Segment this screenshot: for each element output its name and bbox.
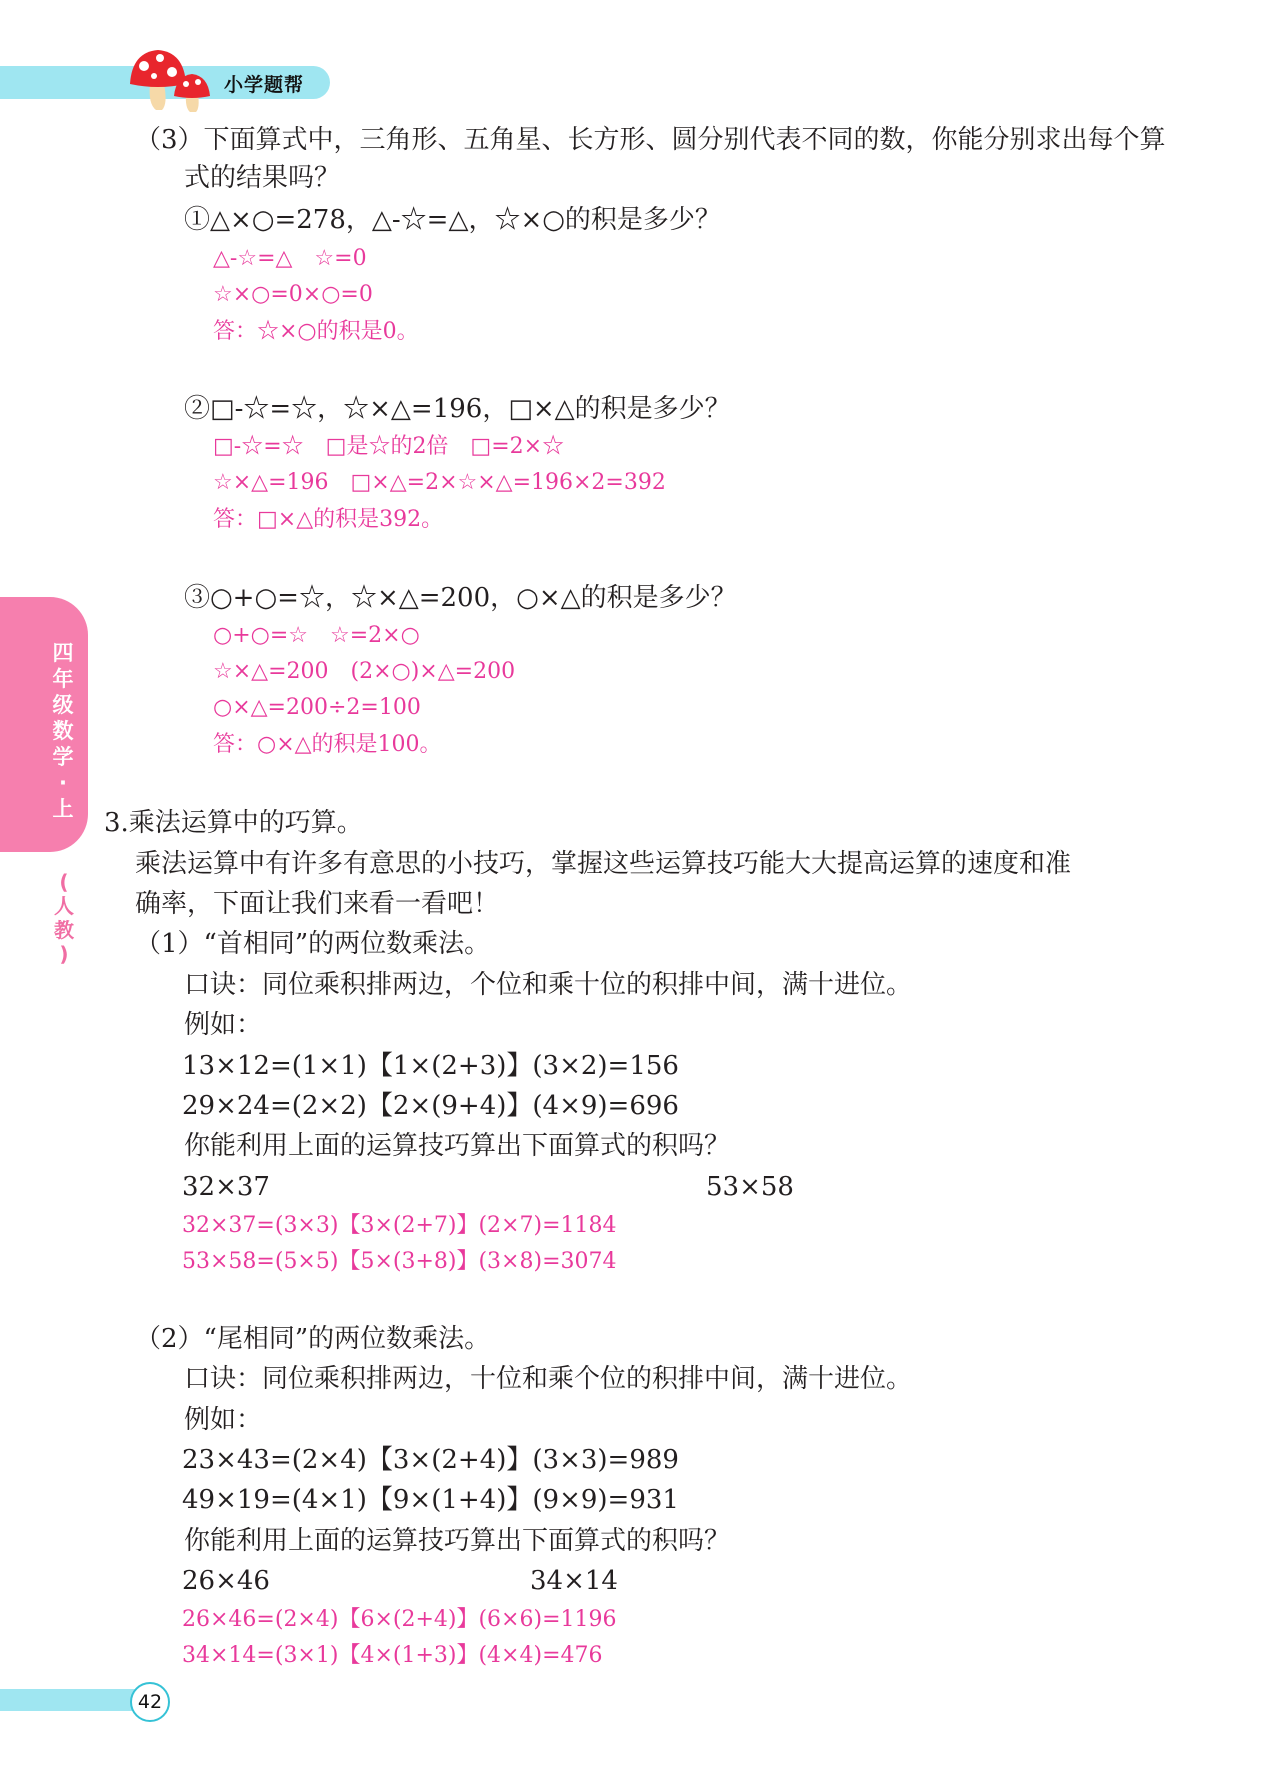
side-tab-char: 四 bbox=[52, 641, 74, 665]
side-tab-label bbox=[49, 640, 77, 822]
answer-line: 34×14=(3×1)【4×(1+3)】(4×4)=476 bbox=[182, 1643, 603, 1668]
part-2-problem: 34×14 bbox=[530, 1566, 618, 1596]
part-2-example-label: 例如： bbox=[184, 1405, 263, 1435]
part-2-example: 49×19=(4×1)【9×(1+4)】(9×9)=931 bbox=[182, 1485, 679, 1515]
part-1-example: 29×24=(2×2)【2×(9+4)】(4×9)=696 bbox=[182, 1091, 679, 1121]
edition-label bbox=[50, 870, 78, 966]
mushroom-logo-icon bbox=[128, 44, 218, 116]
part-2-prompt: 你能利用上面的运算技巧算出下面算式的积吗？ bbox=[184, 1526, 731, 1556]
part-1-problem: 32×37 bbox=[182, 1172, 270, 1202]
part-1-example: 13×12=(1×1)【1×(2+3)】(3×2)=156 bbox=[182, 1051, 679, 1081]
part-1-problem: 53×58 bbox=[706, 1172, 794, 1202]
header-title: 小学题帮 bbox=[224, 74, 305, 96]
part-2-rule: 口诀：同位乘积排两边，十位和乘个位的积排中间，满十进位。 bbox=[184, 1364, 913, 1394]
part-2-example: 23×43=(2×4)【3×(2+4)】(3×3)=989 bbox=[182, 1445, 679, 1475]
page-number: 42 bbox=[130, 1682, 170, 1722]
answer-line: 32×37=(3×3)【3×(2+7)】(2×7)=1184 bbox=[182, 1213, 617, 1238]
answer-line: 答：☆×○的积是0。 bbox=[213, 319, 419, 344]
side-tab-char: 级 bbox=[52, 693, 74, 717]
answer-line: 26×46=(2×4)【6×(2+4)】(6×6)=1196 bbox=[182, 1607, 617, 1632]
side-tab-char: · bbox=[59, 771, 67, 795]
answer-line: △-☆=△ ☆=0 bbox=[213, 246, 367, 271]
edition-char: 教 bbox=[54, 918, 74, 942]
side-tab-char: 上 bbox=[52, 797, 74, 821]
question-3-title: （3）下面算式中，三角形、五角星、长方形、圆分别代表不同的数，你能分别求出每个算 bbox=[135, 125, 1166, 155]
question-3-title-cont: 式的结果吗？ bbox=[184, 163, 341, 193]
sub-question-3: ③○+○=☆，☆×△=200，○×△的积是多少？ bbox=[184, 583, 737, 613]
answer-line: ○+○=☆ ☆=2×○ bbox=[213, 623, 420, 648]
sub-question-1: ①△×○=278，△-☆=△，☆×○的积是多少？ bbox=[184, 205, 721, 235]
part-2-title: （2）“尾相同”的两位数乘法。 bbox=[135, 1324, 491, 1354]
answer-line: ☆×○=0×○=0 bbox=[213, 282, 373, 307]
section-3-intro-cont: 确率，下面让我们来看一看吧！ bbox=[135, 889, 500, 919]
side-tab-char: 年 bbox=[52, 667, 74, 691]
answer-line: ○×△=200÷2=100 bbox=[213, 695, 421, 720]
edition-char: ( bbox=[59, 870, 69, 894]
edition-char: ) bbox=[59, 942, 69, 966]
part-1-rule: 口诀：同位乘积排两边，个位和乘十位的积排中间，满十进位。 bbox=[184, 970, 913, 1000]
part-1-example-label: 例如： bbox=[184, 1010, 263, 1040]
answer-line: □-☆=☆ □是☆的2倍 □=2×☆ bbox=[213, 434, 565, 459]
sub-question-2: ②□-☆=☆，☆×△=196，□×△的积是多少？ bbox=[184, 394, 731, 424]
answer-line: 答：○×△的积是100。 bbox=[213, 732, 442, 757]
answer-line: ☆×△=200 (2×○)×△=200 bbox=[213, 659, 516, 684]
answer-line: 答：□×△的积是392。 bbox=[213, 507, 444, 532]
part-1-prompt: 你能利用上面的运算技巧算出下面算式的积吗？ bbox=[184, 1131, 731, 1161]
section-3-intro: 乘法运算中有许多有意思的小技巧，掌握这些运算技巧能大大提高运算的速度和准 bbox=[135, 849, 1072, 879]
side-tab-char: 学 bbox=[52, 745, 74, 769]
answer-line: 53×58=(5×5)【5×(3+8)】(3×8)=3074 bbox=[182, 1249, 617, 1274]
footer-band bbox=[0, 1689, 140, 1711]
part-1-title: （1）“首相同”的两位数乘法。 bbox=[135, 929, 491, 959]
side-tab-char: 数 bbox=[52, 719, 74, 743]
answer-line: ☆×△=196 □×△=2×☆×△=196×2=392 bbox=[213, 470, 666, 495]
part-2-problem: 26×46 bbox=[182, 1566, 270, 1596]
section-3-title: 3.乘法运算中的巧算。 bbox=[104, 808, 363, 838]
edition-char: 人 bbox=[54, 894, 74, 918]
